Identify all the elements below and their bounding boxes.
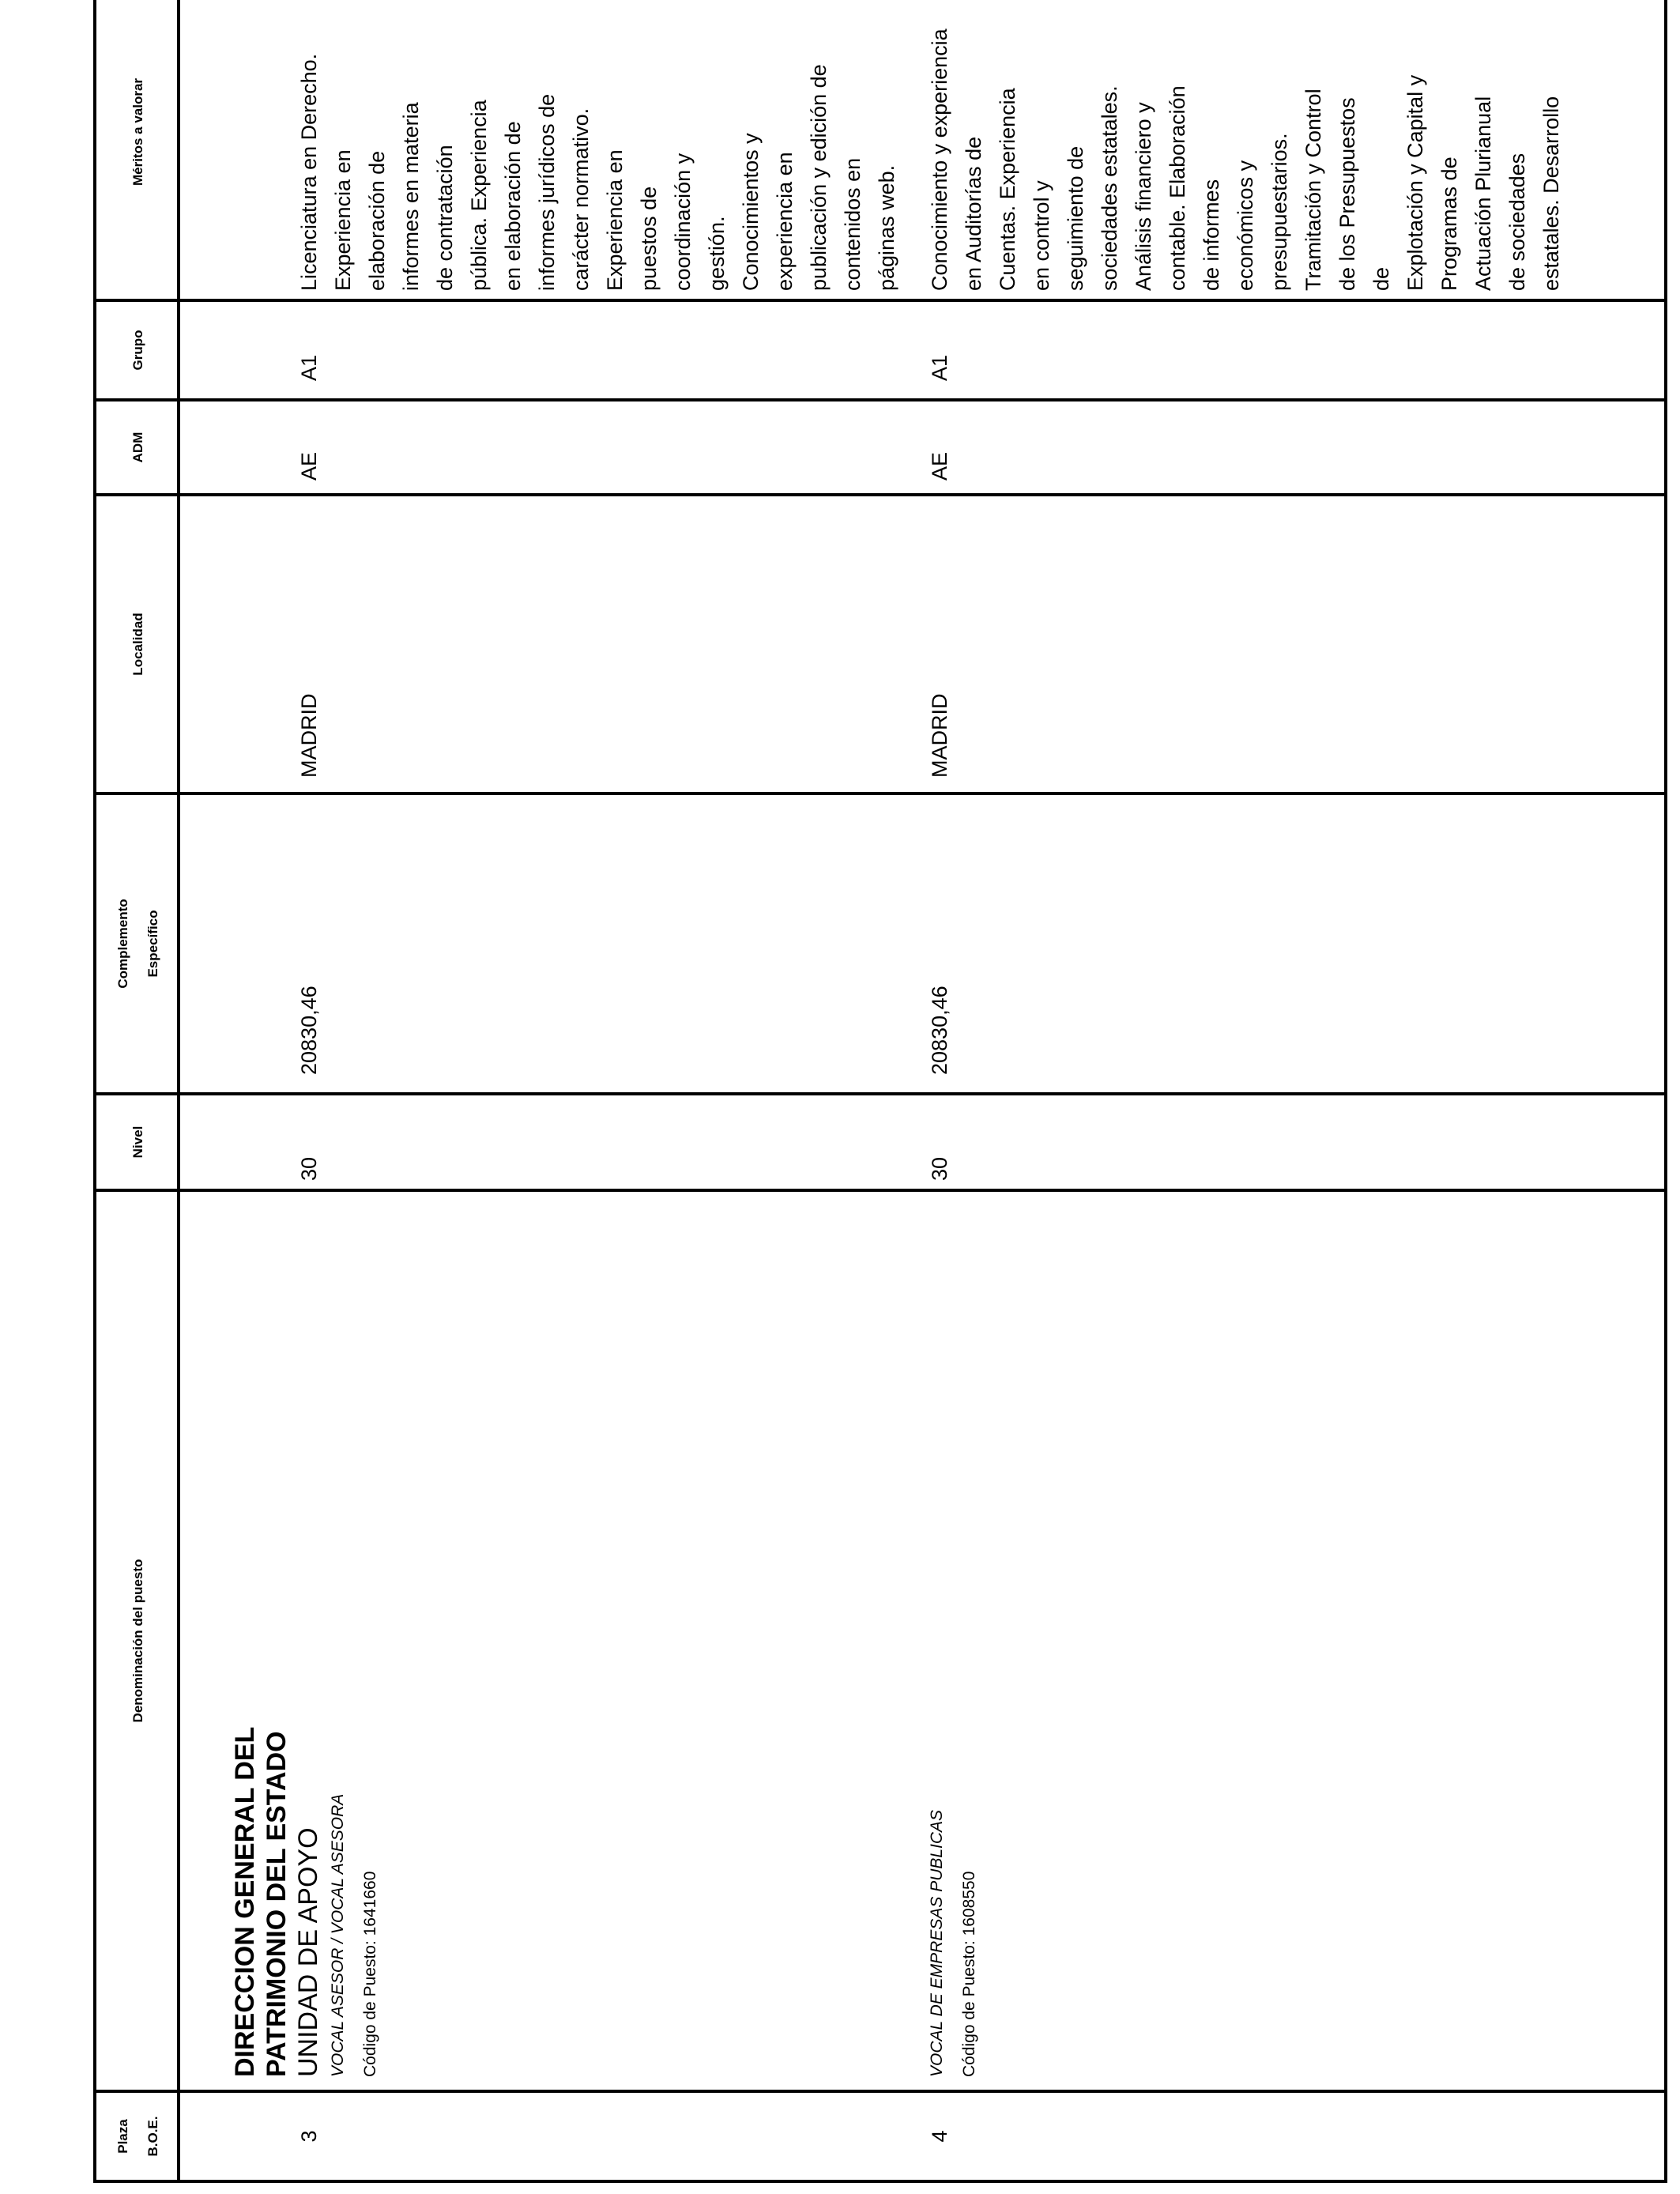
column-divider <box>96 2090 1667 2093</box>
header-adm: ADM <box>130 432 145 463</box>
column-divider <box>96 792 1667 795</box>
column-divider <box>96 493 1667 496</box>
column-divider <box>96 1189 1667 1192</box>
row1-plaza: 3 <box>297 2130 321 2143</box>
row2-plaza: 4 <box>928 2130 951 2143</box>
column-divider <box>96 398 1667 401</box>
header-complemento-line1: Complemento <box>115 899 130 989</box>
row1-nivel: 30 <box>297 1156 321 1181</box>
row2-localidad: MADRID <box>928 693 951 778</box>
header-plaza-line1: Plaza <box>115 2119 130 2154</box>
row1-puesto-code: Código de Puesto: 1641660 <box>361 1871 379 2077</box>
header-plaza-line2: B.O.E. <box>145 2116 160 2157</box>
row2-grupo: A1 <box>928 354 951 381</box>
section-title-line1: DIRECCION GENERAL DEL <box>230 1726 260 2077</box>
row2-meritos: Conocimiento y experiencia en Auditorías de Cuentas. Experiencia en control y seguimiento de sociedades estatales. Análisis financiero y contable. Elaboración de informes económicos y presupuestarios. Tramitación y Control de los Presupuestos de Explotación y Capital y Programas de Actuación Plurianual de sociedades estatales. Desarrollo <box>928 28 1563 291</box>
row2-complemento: 20830,46 <box>928 986 951 1075</box>
section-subtitle: UNIDAD DE APOYO <box>293 1827 323 2077</box>
header-complemento <box>96 795 180 1092</box>
row1-meritos: Licenciatura en Derecho. Experiencia en elaboración de informes en materia de contratación pública. Experiencia en elaboración de informes jurídicos de carácter normativo. Experiencia en puestos de coordinación y gestión. Conocimientos y experiencia en publicación y edición de contenidos en páginas web. <box>297 53 898 291</box>
header-localidad: Localidad <box>130 613 145 676</box>
column-divider <box>96 299 1667 302</box>
positions-table <box>93 0 1667 2183</box>
row2-nivel: 30 <box>928 1156 951 1181</box>
header-nivel: Nivel <box>130 1125 145 1159</box>
header-complemento-line2: Específico <box>145 910 160 978</box>
row2-puesto-name: VOCAL DE EMPRESAS PUBLICAS <box>928 1809 946 2077</box>
row2-puesto <box>921 1208 986 2077</box>
header-grupo: Grupo <box>130 330 145 371</box>
row2-puesto-code: Código de Puesto: 1608550 <box>960 1871 978 2077</box>
section-heading <box>229 1208 324 2077</box>
column-divider <box>96 1092 1667 1095</box>
row1-grupo: A1 <box>297 354 321 381</box>
row1-puesto <box>322 1208 387 2077</box>
row1-adm: AE <box>297 451 321 481</box>
header-denominacion: Denominación del puesto <box>130 1559 145 1723</box>
row1-complemento: 20830,46 <box>297 986 321 1075</box>
row1-localidad: MADRID <box>297 693 321 778</box>
header-meritos: Méritos a valorar <box>130 77 145 187</box>
row2-adm: AE <box>928 451 951 481</box>
header-plaza <box>96 2093 180 2180</box>
row1-puesto-name: VOCAL ASESOR / VOCAL ASESORA <box>329 1793 347 2077</box>
section-title-line2: PATRIMONIO DEL ESTADO <box>262 1731 292 2077</box>
